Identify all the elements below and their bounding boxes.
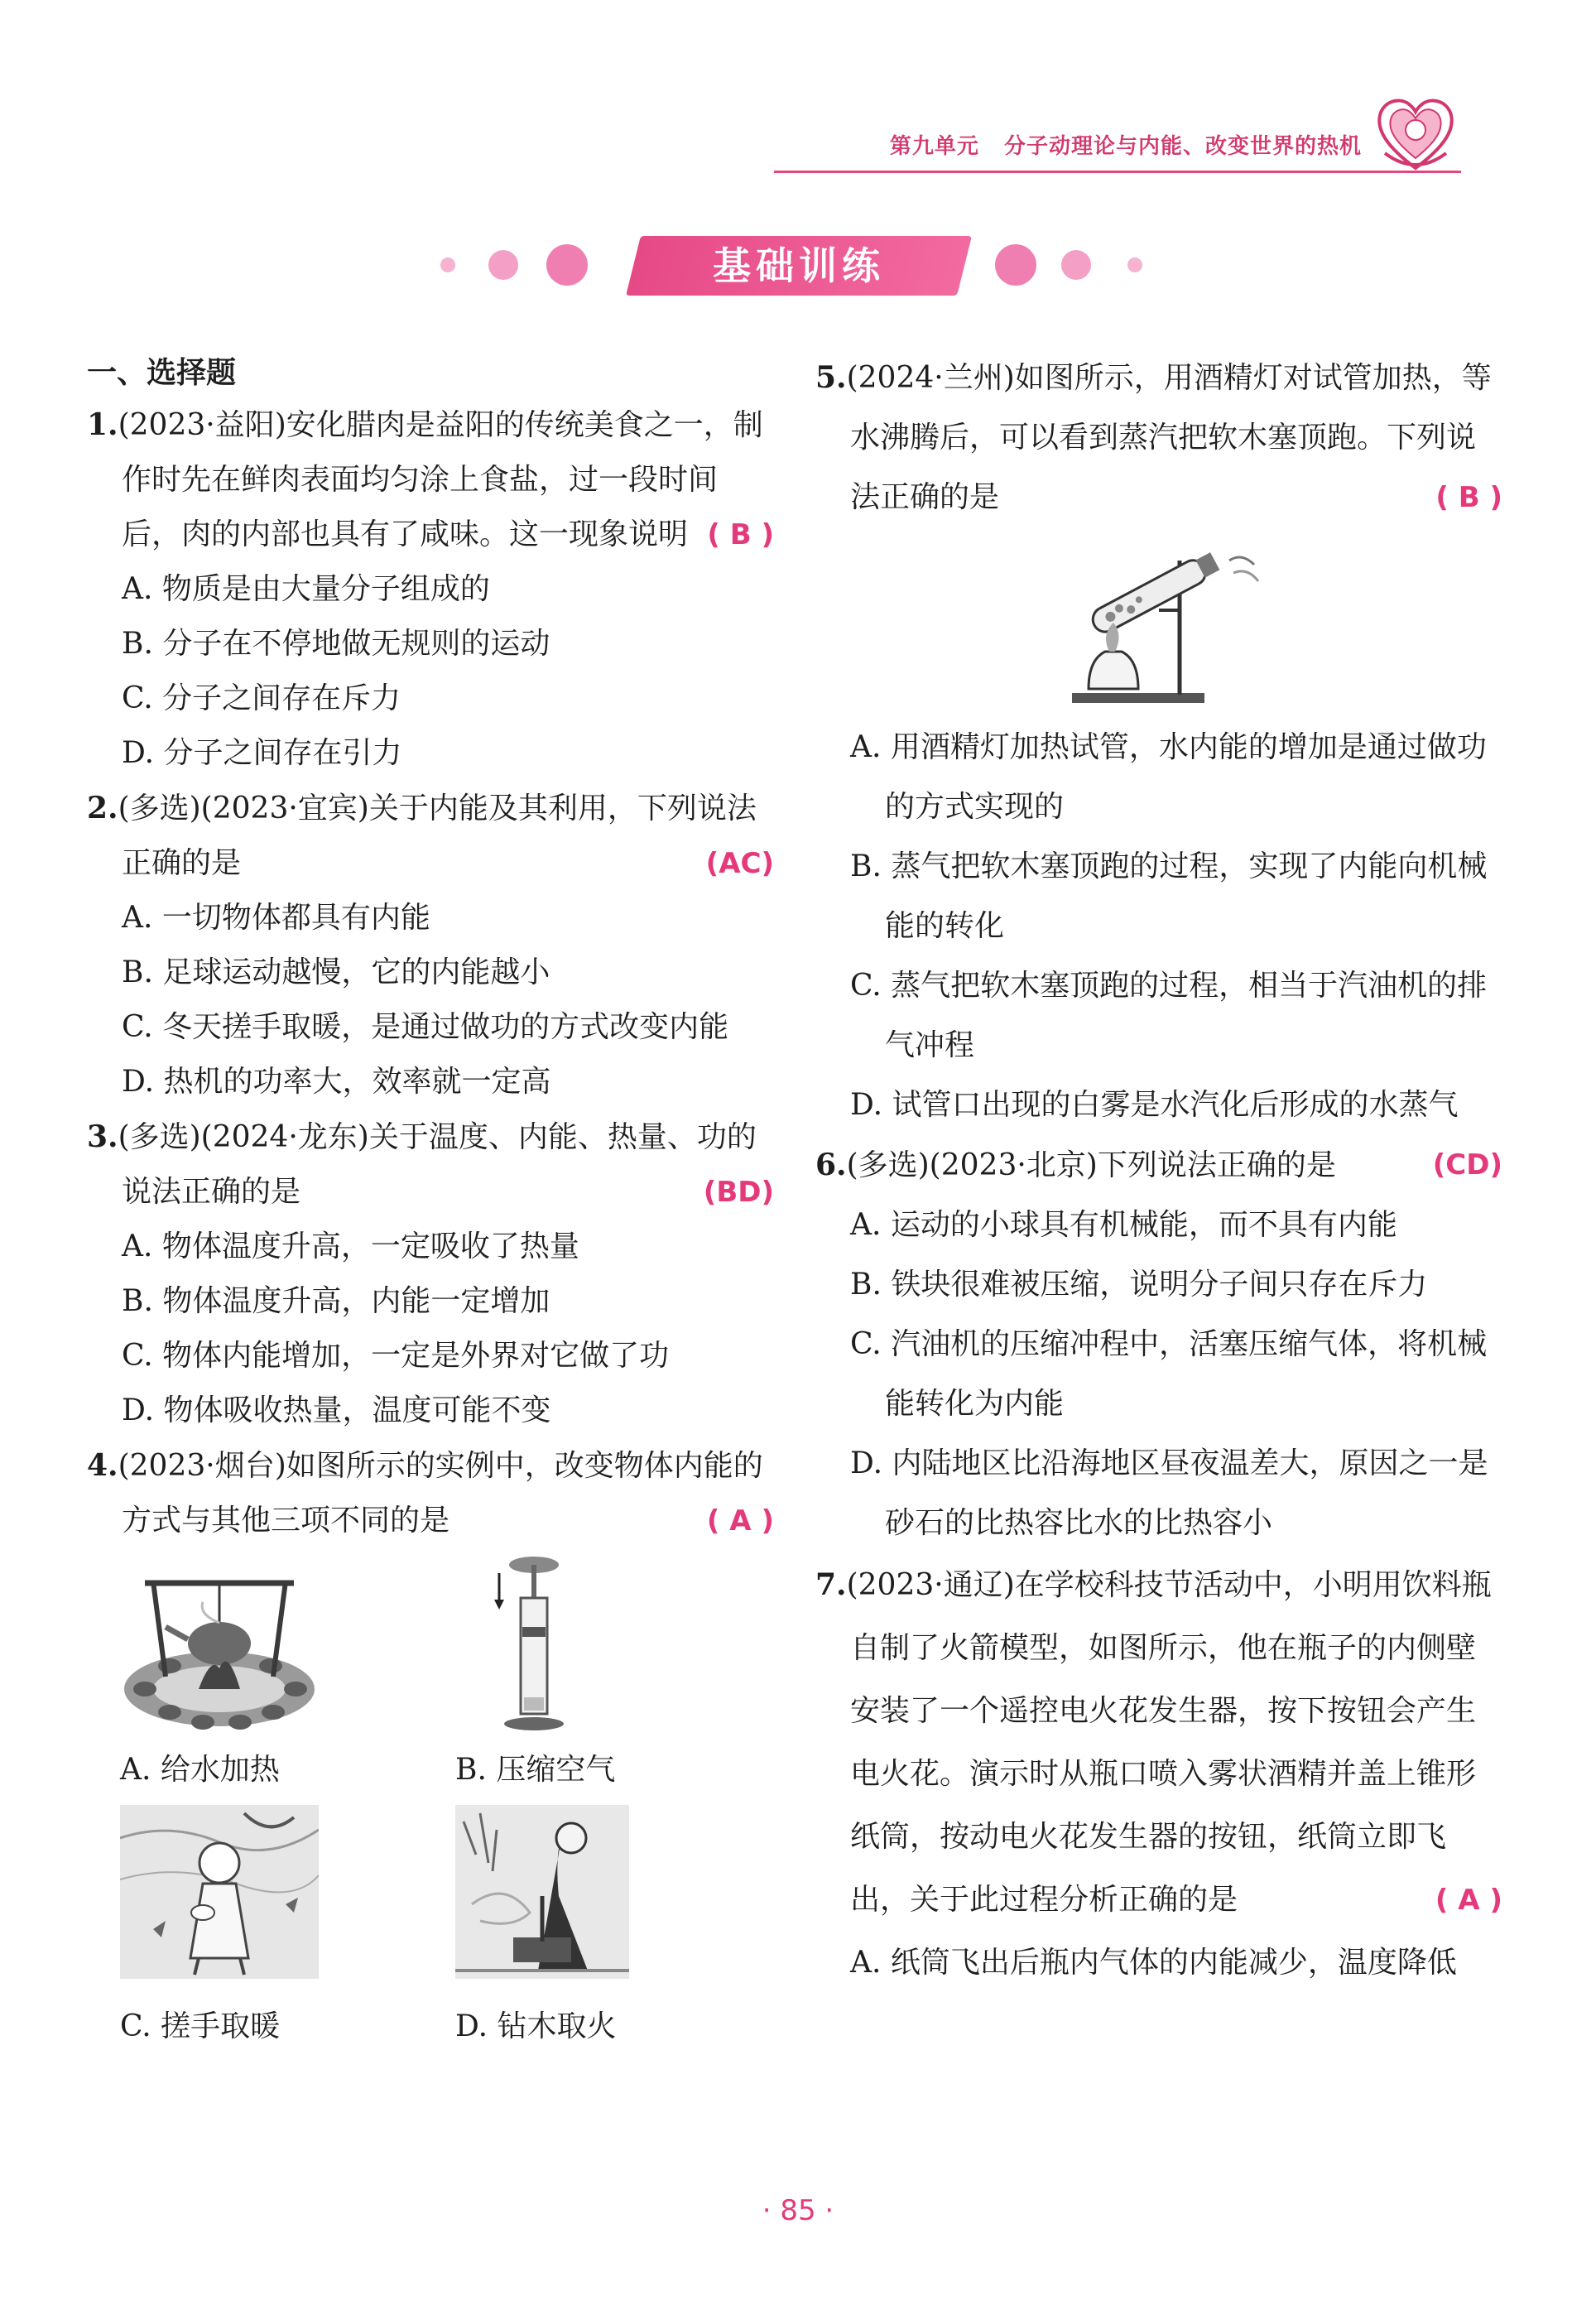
question-stem [815, 348, 1502, 527]
option-d: D. 分子之间存在引力 [122, 736, 402, 770]
banner-dot [488, 250, 518, 280]
option-b: B. 物体温度升高，内能一定增加 [122, 1284, 550, 1318]
option-c: C. 分子之间存在斥力 [122, 681, 401, 715]
answer-mark: (BD) [703, 1176, 774, 1209]
option-c: C. 汽油机的压缩冲程中，活塞压缩气体，将机械能转化为内能 [850, 1327, 1488, 1421]
question-text: (多选)(2023·宜宾)关于内能及其利用，下列说法正确的是 [118, 792, 757, 880]
caption-b: B. 压缩空气 [455, 1753, 616, 1787]
option-c: C. 蒸气把软木塞顶跑的过程，相当于汽油机的排气冲程 [850, 969, 1488, 1062]
question-number: 6. [815, 1148, 847, 1182]
header-subtitle: 分子动理论与内能、改变世界的热机 [1003, 134, 1362, 159]
banner-dot [1127, 257, 1142, 272]
option-a: A. 物质是由大量分子组成的 [122, 572, 490, 606]
option-a: A. 运动的小球具有机械能，而不具有内能 [850, 1208, 1397, 1242]
question-number: 5. [815, 360, 847, 395]
option-b: B. 蒸气把软木塞顶跑的过程，实现了内能向机械能的转化 [850, 849, 1488, 943]
banner-dot [995, 244, 1036, 286]
answer-mark: ( B ) [1435, 481, 1502, 514]
kettle-over-fire-illustration [120, 1565, 319, 1730]
figure-grid [87, 1548, 774, 2053]
option-b: B. 铁块很难被压缩，说明分子间只存在斥力 [850, 1268, 1428, 1302]
answer-mark: (CD) [1432, 1148, 1502, 1181]
section-title: 一、选择题 [87, 355, 237, 390]
caption-d: D. 钻木取火 [455, 2009, 617, 2043]
right-column [815, 348, 1502, 1995]
answer-mark: (AC) [705, 847, 774, 880]
header-text [890, 129, 1362, 160]
option-c: C. 冬天搓手取暖，是通过做功的方式改变内能 [122, 1010, 729, 1044]
question-text: (2023·益阳)安化腊肉是益阳的传统美食之一，制作时先在鲜肉表面均匀涂上食盐，过一段时间后，肉的内部也具有了咸味。这一现象说明 [118, 408, 763, 551]
question-stem [87, 1109, 774, 1220]
question-stem [87, 1438, 774, 1548]
air-compression-cylinder-illustration [484, 1548, 575, 1739]
question-7 [815, 1553, 1502, 1995]
question-1 [87, 397, 774, 781]
test-tube-heating-apparatus-illustration [1064, 544, 1262, 710]
caption-c: C. 搓手取暖 [120, 2009, 281, 2043]
question-number: 1. [87, 407, 118, 442]
option-b: B. 足球运动越慢，它的内能越小 [122, 955, 550, 989]
answer-mark: ( B ) [707, 518, 774, 551]
answer-mark: ( A ) [1435, 1884, 1502, 1917]
option-b: B. 分子在不停地做无规则的运动 [122, 627, 550, 661]
option-a: A. 一切物体都具有内能 [122, 901, 430, 935]
banner-dot [440, 257, 455, 272]
question-number: 4. [87, 1448, 118, 1483]
option-d: D. 热机的功率大，效率就一定高 [122, 1065, 551, 1099]
left-column [87, 348, 774, 2053]
option-a: A. 用酒精灯加热试管，水内能的增加是通过做功的方式实现的 [850, 730, 1487, 824]
question-text: (2023·烟台)如图所示的实例中，改变物体内能的方式与其他三项不同的是 [118, 1449, 763, 1538]
option-d: D. 试管口出现的白雾是水汽化后形成的水蒸气 [850, 1088, 1459, 1122]
question-text: (多选)(2024·龙东)关于温度、内能、热量、功的说法正确的是 [118, 1120, 757, 1209]
question-2 [87, 781, 774, 1109]
question-stem [87, 397, 774, 562]
page-header [774, 124, 1461, 173]
question-4 [87, 1438, 774, 2053]
question-number: 2. [87, 791, 118, 825]
question-stem [815, 1135, 1502, 1196]
section-banner [430, 228, 1159, 302]
option-d: D. 物体吸收热量，温度可能不变 [122, 1393, 551, 1427]
option-d: D. 内陆地区比沿海地区昼夜温差大，原因之一是砂石的比热容比水的比热容小 [850, 1446, 1488, 1540]
question-number: 3. [87, 1119, 118, 1154]
question-text: (2024·兰州)如图所示，用酒精灯对试管加热，等水沸腾后，可以看到蒸汽把软木塞顶跑。下列说法正确的是 [846, 361, 1492, 514]
banner-title: 基础训练 [713, 243, 885, 288]
option-a: A. 物体温度升高，一定吸收了热量 [122, 1230, 579, 1263]
banner-dot [1061, 250, 1091, 280]
question-5 [815, 348, 1502, 1135]
question-3 [87, 1109, 774, 1438]
question-text: (多选)(2023·北京)下列说法正确的是 [846, 1148, 1336, 1182]
question-number: 7. [815, 1567, 847, 1602]
heart-badge-icon [1370, 87, 1461, 178]
page-number: · 85 · [762, 2194, 834, 2227]
rubbing-hands-illustration [120, 1805, 319, 1979]
answer-mark: ( A ) [706, 1504, 774, 1538]
option-c: C. 物体内能增加，一定是外界对它做了功 [122, 1339, 670, 1373]
question-stem [815, 1553, 1502, 1932]
question-text: (2023·通辽)在学校科技节活动中，小明用饮料瓶自制了火箭模型，如图所示，他在瓶子的内侧壁安装了一个遥控电火花发生器，按下按钮会产生电火花。演示时从瓶口喷入雾状酒精并盖上锥形纸筒，按动电火花发生器的按钮，纸筒立即飞出，关于此过程分析正确的是 [846, 1568, 1492, 1917]
option-a: A. 纸筒飞出后瓶内气体的内能减少，温度降低 [850, 1946, 1457, 1980]
question-stem [87, 781, 774, 891]
question-6 [815, 1135, 1502, 1553]
banner-dot [546, 244, 588, 286]
header-unit: 第九单元 [889, 134, 979, 159]
caption-a: A. 给水加热 [120, 1753, 280, 1787]
drilling-wood-fire-illustration [455, 1805, 629, 1979]
